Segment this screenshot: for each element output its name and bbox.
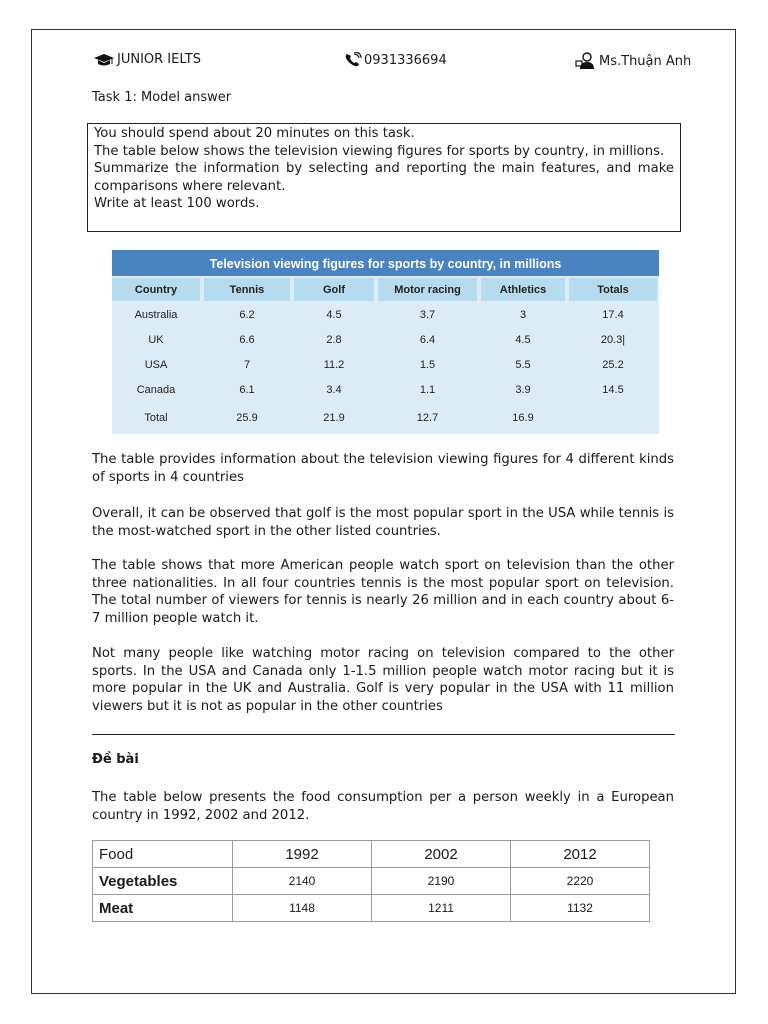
- table-header-cell: 2012: [511, 841, 650, 868]
- table-cell: 20.3|: [569, 328, 657, 351]
- table-cell: 2220: [511, 868, 650, 895]
- table-row: [93, 841, 650, 868]
- table-cell: Canada: [112, 378, 200, 401]
- table-header-cell: Totals: [569, 278, 657, 301]
- table-cell: Vegetables: [93, 868, 233, 895]
- paragraph: The table provides information about the television viewing figures for 4 different kinds of sports in 4 countries: [92, 452, 674, 485]
- table-header-cell: Athletics: [481, 278, 565, 301]
- teacher-name: Ms.Thuận Anh: [599, 53, 692, 69]
- section-divider: [92, 734, 675, 735]
- table-cell: 4.5: [294, 303, 374, 326]
- paragraph: Not many people like watching motor racing on television compared to the other sports. In the USA and Canada only 1-1.5 million people watch motor racing but it is more popular in the UK and Australia. Golf is very popular in the USA with 11 million viewers but it is not as popular in the other countries: [92, 646, 674, 714]
- table-cell: 1132: [511, 895, 650, 922]
- table-cell: USA: [112, 353, 200, 376]
- table-cell: 7: [204, 353, 290, 376]
- table-row: [93, 868, 650, 895]
- table-cell: 25.2: [569, 353, 657, 376]
- prompt-line: Write at least 100 words.: [94, 196, 260, 211]
- table-cell: 1148: [233, 895, 372, 922]
- table-cell: 14.5: [569, 378, 657, 401]
- table-cell: 1.1: [378, 378, 477, 401]
- table-cell: 16.9: [481, 403, 565, 432]
- table-header-cell: Golf: [294, 278, 374, 301]
- table-cell: 17.4: [569, 303, 657, 326]
- table-cell: 2.8: [294, 328, 374, 351]
- phone-number: 0931336694: [364, 52, 447, 68]
- phone-icon: [344, 52, 362, 68]
- teacher-icon: [575, 52, 597, 70]
- header-teacher: [575, 52, 691, 70]
- de-bai-heading: Đề bài: [92, 752, 139, 767]
- table-cell: 3.4: [294, 378, 374, 401]
- table-cell: 4.5: [481, 328, 565, 351]
- table-cell: 3: [481, 303, 565, 326]
- table-cell: Total: [112, 403, 200, 432]
- table-cell: 6.2: [204, 303, 290, 326]
- prompt-line: You should spend about 20 minutes on this task.: [94, 126, 415, 141]
- table-cell: 5.5: [481, 353, 565, 376]
- de-bai-text: The table below presents the food consumption per a person weekly in a European country in 1992, 2002 and 2012.: [92, 790, 674, 823]
- brand-label: JUNIOR IELTS: [117, 52, 201, 67]
- table-header-cell: Food: [93, 841, 233, 868]
- table-cell: Meat: [93, 895, 233, 922]
- table-cell: 1211: [372, 895, 511, 922]
- table-cell: UK: [112, 328, 200, 351]
- table-cell: Australia: [112, 303, 200, 326]
- table-cell: 3.7: [378, 303, 477, 326]
- table-cell: 2140: [233, 868, 372, 895]
- table-header-cell: Country: [112, 278, 200, 301]
- header-brand: [93, 52, 201, 67]
- header-phone: [344, 52, 447, 68]
- table-cell: 11.2: [294, 353, 374, 376]
- sports-table-title: Television viewing figures for sports by country, in millions: [112, 250, 659, 276]
- table-header-cell: Tennis: [204, 278, 290, 301]
- table-cell: 12.7: [378, 403, 477, 432]
- table-cell: 6.6: [204, 328, 290, 351]
- table-cell: 2190: [372, 868, 511, 895]
- table-row: [93, 895, 650, 922]
- prompt-line: The table below shows the television viewing figures for sports by country, in millions.: [94, 143, 665, 159]
- sports-viewing-table: [112, 250, 659, 434]
- table-cell: 6.1: [204, 378, 290, 401]
- table-cell: 25.9: [204, 403, 290, 432]
- paragraph: The table shows that more American people watch sport on television than the other three nationalities. In all four countries tennis is the most popular sport on television. The total number of viewers for tennis is nearly 26 million and in each country about 6-7 million people watch it.: [92, 558, 674, 626]
- task-title: Task 1: Model answer: [92, 90, 232, 105]
- task-prompt-box: [87, 123, 681, 232]
- table-cell: 21.9: [294, 403, 374, 432]
- table-cell: 6.4: [378, 328, 477, 351]
- table-header-cell: 1992: [233, 841, 372, 868]
- prompt-line: Summarize the information by selecting and reporting the main features, and make comparisons where relevant.: [94, 161, 674, 194]
- table-cell: 1.5: [378, 353, 477, 376]
- table-cell: 3.9: [481, 378, 565, 401]
- food-consumption-table: [92, 840, 650, 922]
- graduation-cap-icon: [93, 53, 115, 67]
- table-header-cell: 2002: [372, 841, 511, 868]
- table-header-cell: Motor racing: [378, 278, 477, 301]
- paragraph: Overall, it can be observed that golf is the most popular sport in the USA while tennis is the most-watched sport in the other listed countries.: [92, 506, 674, 539]
